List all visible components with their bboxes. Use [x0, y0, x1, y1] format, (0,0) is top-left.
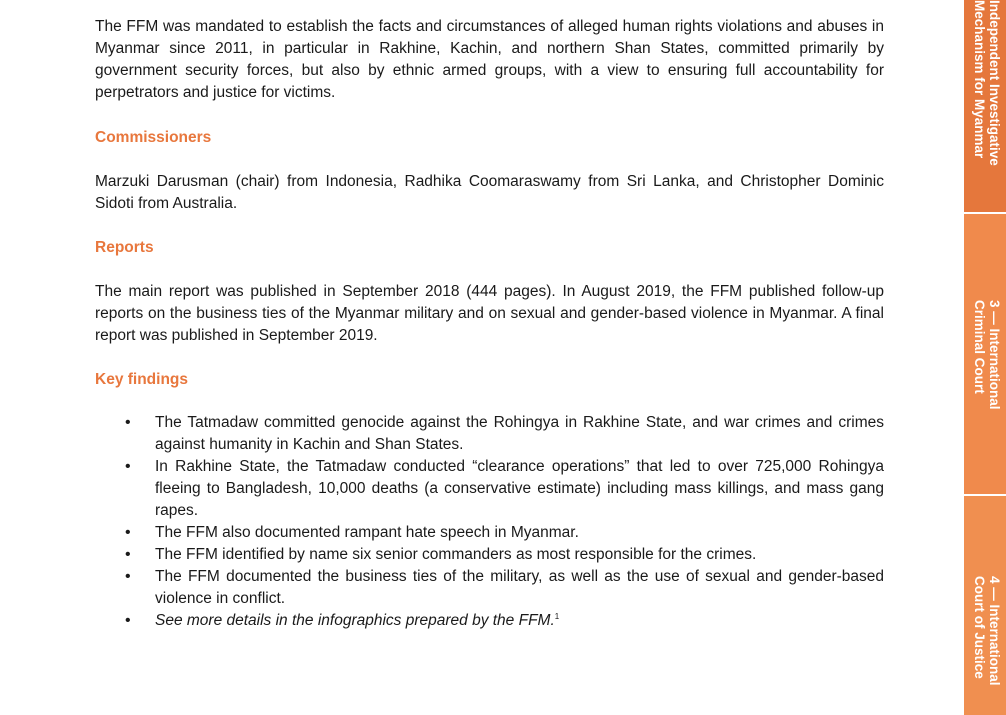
tab-label-line: Court of Justice	[972, 576, 987, 679]
bullet-icon: •	[125, 414, 131, 431]
mandate-paragraph: The FFM was mandated to establish the facts and circumstances of alleged human rights violations and abuses in Myanmar since 2011, in particular in Rakhine, Kachin, and northern Shan States, committed primarily by government security forces, but also by ethnic armed groups, with a view to ensuring full accountability for perpetrators and justice for victims.	[95, 18, 884, 101]
tab-label-line: Mechanism for Myanmar	[972, 0, 987, 159]
infographics-link-text[interactable]: See more details in the infographics prepared by the FFM.	[155, 612, 555, 629]
tab-label-line: Criminal Court	[972, 300, 987, 394]
list-item	[125, 544, 884, 566]
bullet-icon: •	[125, 524, 131, 541]
list-item	[125, 456, 884, 522]
finding-text: In Rakhine State, the Tatmadaw conducted “clearance operations” that led to over 725,000 Rohingya fleeing to Bangladesh, 10,000 deaths (a conservative estimate) including mass killings, and mass gang rapes.	[155, 458, 884, 519]
key-findings-list	[125, 412, 884, 632]
reports-heading: Reports	[95, 239, 154, 256]
finding-text: The FFM also documented rampant hate speech in Myanmar.	[155, 524, 579, 541]
finding-text: The FFM identified by name six senior commanders as most responsible for the crimes.	[155, 546, 757, 563]
reports-paragraph: The main report was published in September 2018 (444 pages). In August 2019, the FFM published follow-up reports on the business ties of the Myanmar military and on sexual and gender-based violence in Myanmar. A final report was published in September 2019.	[95, 283, 884, 344]
list-item	[125, 566, 884, 610]
tab-label	[972, 300, 1002, 410]
list-item	[125, 522, 884, 544]
finding-text: The Tatmadaw committed genocide against the Rohingya in Rakhine State, and war crimes and crimes against humanity in Kachin and Shan States.	[155, 414, 884, 453]
bullet-icon: •	[125, 568, 131, 585]
commissioners-heading: Commissioners	[95, 129, 212, 146]
tab-label	[972, 576, 1002, 686]
list-item	[125, 412, 884, 456]
chapter-tabs	[964, 0, 1006, 715]
finding-text: The FFM documented the business ties of the military, as well as the use of sexual and gender-based violence in conflict.	[155, 568, 884, 607]
commissioners-paragraph: Marzuki Darusman (chair) from Indonesia, Radhika Coomaraswamy from Sri Lanka, and Christopher Dominic Sidoti from Australia.	[95, 173, 884, 212]
tab-international-court-of-justice[interactable]	[964, 496, 1006, 715]
tab-label-line: 3 — International	[987, 300, 1002, 410]
footnote-marker[interactable]: 1	[554, 611, 560, 621]
tab-label-line: 4 — International	[987, 576, 1002, 686]
tab-independent-investigative-mechanism[interactable]	[964, 0, 1006, 212]
key-findings-heading: Key findings	[95, 371, 189, 388]
bullet-icon: •	[125, 458, 131, 475]
tab-label-line: Independent Investigative	[987, 0, 1002, 166]
list-item	[125, 610, 884, 632]
tab-label	[972, 0, 1002, 166]
tab-international-criminal-court[interactable]	[964, 214, 1006, 494]
bullet-icon: •	[125, 546, 131, 563]
bullet-icon: •	[125, 612, 131, 629]
